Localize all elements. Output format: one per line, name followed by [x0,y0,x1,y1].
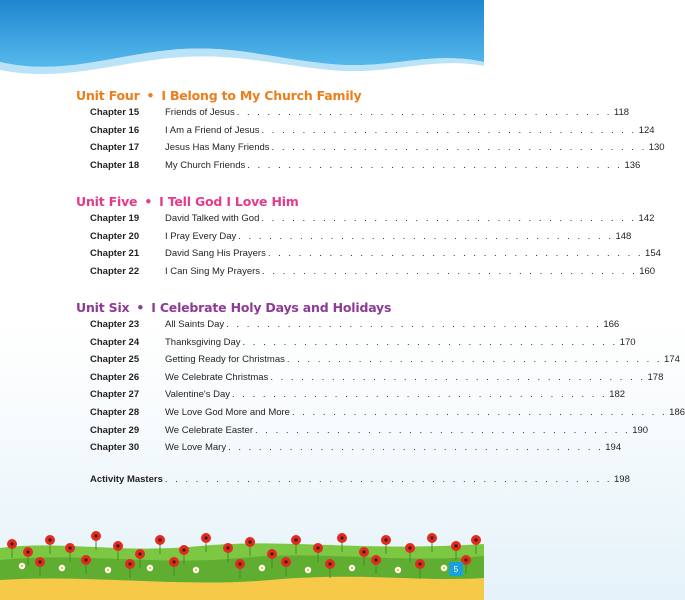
poppy-center [48,538,51,541]
poppy-center [38,560,41,563]
leader-dots: . . . . . . . . . . . . . . . . . . . . . . . . . . . . . . . . . . . . . [271,142,647,154]
unit-separator: • [144,194,153,209]
daisy-center [351,567,353,569]
unit-label: Unit Five [76,194,138,209]
poppy-center [270,552,273,555]
activity-masters-label: Activity Masters [90,474,163,485]
leader-dots: . . . . . . . . . . . . . . . . . . . . . . . . . . . . . . . . . . . . . [226,319,602,330]
poppy-center [158,538,161,541]
chapter-number: Chapter 23 [90,319,140,330]
chapter-title: Getting Ready for Christmas [165,354,285,366]
chapter-page: 166 [603,319,620,330]
toc-entry[interactable] [90,371,664,386]
toc-entry[interactable] [90,442,622,456]
poppy-center [362,550,365,553]
leader-dots: . . . . . . . . . . . . . . . . . . . . . . . . . . . . . . . . . . . . . [242,336,618,348]
poppy-center [430,536,433,539]
chapter-number: Chapter 20 [90,230,140,242]
leader-dots: . . . . . . . . . . . . . . . . . . . . . . . . . . . . . . . . . . . . . [255,424,631,436]
chapter-title: I Pray Every Day [165,230,237,242]
chapter-page: 186 [669,407,685,418]
toc-entry[interactable] [90,159,641,174]
unit-heading [76,194,299,209]
chapter-title: David Talked with God [165,213,260,224]
poppy-center [328,562,331,565]
poppy-center [374,558,377,561]
chapter-title: I Am a Friend of Jesus [165,124,260,136]
daisy-center [149,567,151,569]
poppy-center [172,560,175,563]
chapter-title: My Church Friends [165,159,246,171]
leader-dots: . . . . . . . . . . . . . . . . . . . . . . . . . . . . . . . . . . . . . [261,213,637,224]
poppy-center [238,562,241,565]
toc-entry[interactable] [90,230,632,245]
chapter-title: We Celebrate Christmas [165,371,269,383]
leader-dots: . . . . . . . . . . . . . . . . . . . . . . . . . . . . . . . . . . . . . [232,389,608,401]
poppy-center [340,536,343,539]
poppy-center [474,538,477,541]
chapter-page: 160 [639,265,656,277]
leader-dots: . . . . . . . . . . . . . . . . . . . . . . . . . . . . . . . . . . . . . [238,230,614,242]
chapter-number: Chapter 30 [90,442,140,454]
poppy-center [418,562,421,565]
activity-masters-row[interactable] [90,474,630,485]
toc-entry[interactable] [90,124,655,139]
chapter-title: We Love God More and More [165,407,290,418]
chapter-page: 124 [638,124,655,136]
poppy-center [94,534,97,537]
unit-label: Unit Six [76,300,130,315]
chapter-number: Chapter 24 [90,336,140,348]
chapter-title: Thanksgiving Day [165,336,241,348]
chapter-number: Chapter 16 [90,124,140,136]
poppy-center [84,558,87,561]
poppy-center [284,560,287,563]
unit-heading [76,88,361,103]
unit-title: I Tell God I Love Him [159,194,299,209]
leader-dots: . . . . . . . . . . . . . . . . . . . . . . . . . . . . . . . . . . . . . [286,354,663,366]
page-number-badge: 5 [449,562,463,576]
toc-entry[interactable] [90,142,665,156]
unit-title: I Belong to My Church Family [161,88,362,103]
chapter-title: Valentine's Day [165,389,231,401]
toc-entry[interactable] [90,107,630,121]
unit-label: Unit Four [76,88,140,103]
leader-dots: . . . . . . . . . . . . . . . . . . . . . . . . . . . . . . . . . . . . . [270,371,646,383]
chapter-number: Chapter 17 [90,142,140,154]
unit-title: I Celebrate Holy Days and Holidays [151,300,392,315]
chapter-number: Chapter 27 [90,389,140,401]
toc-entry[interactable] [90,265,656,280]
toc-entry[interactable] [90,354,680,368]
poppy-center [294,538,297,541]
chapter-title: Jesus Has Many Friends [165,142,270,154]
poppy-center [10,542,13,545]
daisy-center [21,565,23,567]
poppy-center [454,544,457,547]
sky-header-art [0,0,484,84]
flower-meadow-art [0,510,484,600]
chapter-title: We Celebrate Easter [165,424,254,436]
leader-dots: . . . . . . . . . . . . . . . . . . . . . . . . . . . . . . . . . . . . . [291,407,668,418]
poppy-center [138,552,141,555]
daisy-center [107,569,109,571]
poppy-center [116,544,119,547]
daisy-center [397,569,399,571]
chapter-number: Chapter 26 [90,371,140,383]
toc-entry[interactable] [90,389,626,403]
leader-dots: . . . . . . . . . . . . . . . . . . . . . . . . . . . . . . . . . . . . . [261,124,637,136]
poppy-center [226,546,229,549]
unit-heading [76,300,391,315]
chapter-page: 142 [638,213,655,224]
chapter-number: Chapter 25 [90,354,140,366]
chapter-number: Chapter 21 [90,248,140,260]
leader-dots: . . . . . . . . . . . . . . . . . . . . . . . . . . . . . . . . . . . . . [247,159,623,171]
chapter-page: 154 [645,248,661,260]
poppy-center [408,546,411,549]
daisy-center [261,567,263,569]
poppy-center [68,546,71,549]
chapter-title: David Sang His Prayers [165,248,266,260]
activity-masters-page: 198 [614,474,630,485]
unit-separator: • [136,300,145,315]
toc-entry[interactable] [90,213,655,227]
chapter-page: 182 [609,389,626,401]
chapter-number: Chapter 18 [90,159,140,171]
leader-dots: . . . . . . . . . . . . . . . . . . . . . . . . . . . . . . . . . . . . . [236,107,612,118]
daisy-center [307,569,309,571]
chapter-page: 148 [615,230,632,242]
chapter-title: I Can Sing My Prayers [165,265,261,277]
daisy-center [61,567,63,569]
chapter-page: 136 [624,159,641,171]
toc-entry[interactable] [90,319,620,333]
poppy-center [182,548,185,551]
unit-separator: • [146,88,155,103]
toc-entry[interactable] [90,336,636,351]
chapter-title: Friends of Jesus [165,107,235,118]
chapter-page: 130 [648,142,665,154]
poppy-center [316,546,319,549]
poppy-center [204,536,207,539]
leader-dots: . . . . . . . . . . . . . . . . . . . . . . . . . . . . . . . . . . . . . . . . . . . . [164,474,613,485]
chapter-title: We Love Mary [165,442,227,454]
leader-dots: . . . . . . . . . . . . . . . . . . . . . . . . . . . . . . . . . . . . . [228,442,604,454]
chapter-number: Chapter 28 [90,407,140,418]
toc-entry[interactable] [90,424,649,439]
poppy-center [128,562,131,565]
chapter-page: 170 [619,336,636,348]
chapter-title: All Saints Day [165,319,225,330]
daisy-center [195,569,197,571]
poppy-center [248,540,251,543]
daisy-center [443,567,445,569]
toc-entry[interactable] [90,407,685,421]
toc-entry[interactable] [90,248,661,262]
chapter-page: 174 [664,354,680,366]
poppy-center [384,538,387,541]
chapter-page: 190 [632,424,649,436]
chapter-number: Chapter 19 [90,213,140,224]
leader-dots: . . . . . . . . . . . . . . . . . . . . . . . . . . . . . . . . . . . . . [267,248,644,260]
chapter-page: 194 [605,442,622,454]
chapter-page: 118 [613,107,630,118]
chapter-page: 178 [647,371,664,383]
leader-dots: . . . . . . . . . . . . . . . . . . . . . . . . . . . . . . . . . . . . . [262,265,638,277]
chapter-number: Chapter 29 [90,424,140,436]
chapter-number: Chapter 22 [90,265,140,277]
poppy-center [464,558,467,561]
chapter-number: Chapter 15 [90,107,140,118]
poppy-center [26,550,29,553]
